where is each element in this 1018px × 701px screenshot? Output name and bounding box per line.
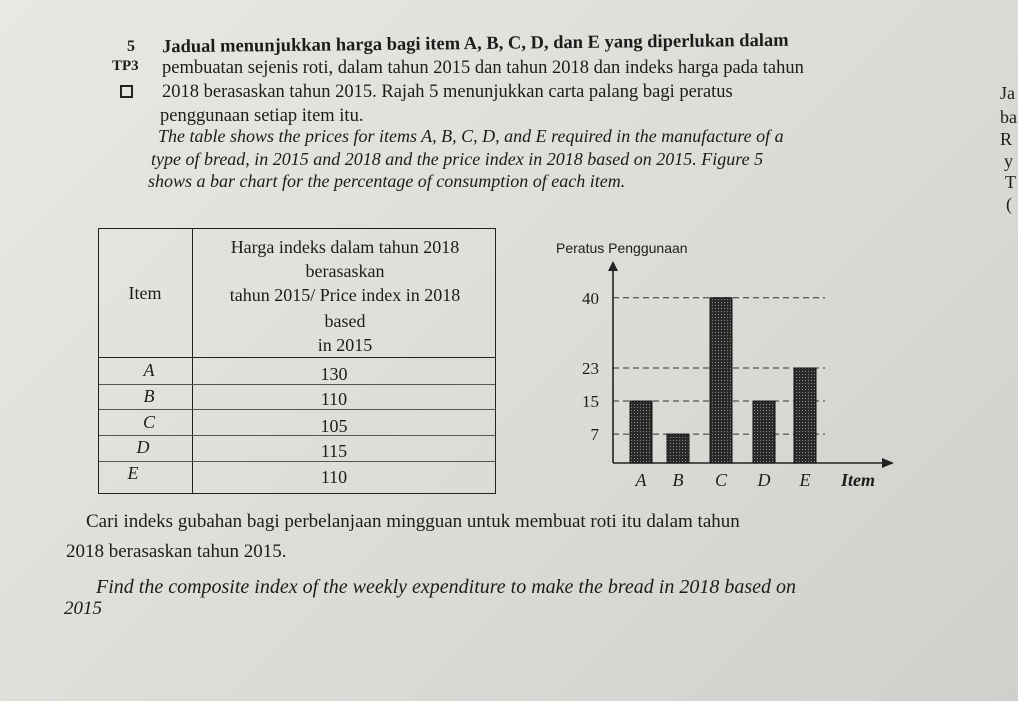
table-row-b-item: B	[143, 386, 155, 406]
x-tick-label: B	[672, 470, 684, 490]
table-row-e-item: E	[127, 463, 139, 483]
malay-line-3: 2018 berasaskan tahun 2015. Rajah 5 menunjukkan carta palang bagi peratus	[162, 82, 733, 102]
index-header-line-1: Harga indeks dalam tahun 2018	[230, 237, 460, 257]
edge-text-4: y	[1004, 151, 1013, 171]
x-tick-label: C	[714, 470, 728, 490]
bar-a	[630, 401, 652, 463]
level-tag: TP3	[112, 58, 139, 74]
table-row-b-index: 110	[320, 389, 348, 409]
y-tick-label: 7	[590, 425, 599, 445]
y-axis-arrow	[608, 261, 618, 271]
y-tick-label: 15	[582, 392, 599, 412]
malay-question-line-1: Cari indeks gubahan bagi perbelanjaan mingguan untuk membuat roti itu dalam tahun	[86, 511, 740, 532]
malay-line-4: penggunaan setiap item itu.	[160, 106, 364, 126]
edge-text-3: R	[1000, 129, 1013, 149]
malay-question-line-2: 2018 berasaskan tahun 2015.	[66, 541, 287, 562]
bar-b	[667, 434, 689, 463]
table-row-d-index: 115	[320, 441, 348, 461]
x-axis-arrow	[882, 458, 894, 468]
bar-c	[710, 298, 732, 463]
edge-text-1: Ja	[1000, 83, 1015, 103]
bar-e	[794, 368, 816, 463]
edge-text-6: (	[1006, 194, 1012, 214]
y-tick-label: 23	[582, 359, 599, 378]
table-row-a-item: A	[143, 360, 155, 380]
index-header-line-4: based	[324, 311, 366, 331]
consumption-bar-chart	[540, 235, 900, 497]
x-axis-label: Item	[841, 470, 875, 490]
table-row-a-index: 130	[320, 364, 348, 384]
edge-text-2: ba	[1000, 107, 1017, 127]
table-row-c-item: C	[142, 412, 155, 432]
x-tick-label: D	[757, 470, 771, 490]
bar-d	[753, 401, 775, 463]
english-question-line-2: 2015	[64, 598, 102, 619]
english-question-line-1: Find the composite index of the weekly expenditure to make the bread in 2018 based on	[96, 576, 796, 598]
table-row-d-item: D	[136, 437, 150, 457]
english-line-2: type of bread, in 2015 and 2018 and the price index in 2018 based on 2015. Figure 5	[151, 149, 764, 169]
index-header-line-2: berasaskan	[305, 261, 385, 281]
question-number: 5	[127, 38, 135, 55]
index-header-line-3: tahun 2015/ Price index in 2018	[229, 285, 461, 305]
english-line-3: shows a bar chart for the percentage of consumption of each item.	[148, 171, 626, 191]
chart-title: Peratus Penggunaan	[556, 240, 688, 256]
item-column-header: Item	[128, 283, 162, 303]
table-row-e-index: 110	[320, 467, 348, 487]
table-row-c-index: 105	[320, 416, 348, 436]
x-tick-label: A	[635, 470, 647, 490]
english-line-1: The table shows the prices for items A, B, C, D, and E required in the manufacture of a	[158, 126, 784, 146]
index-header-line-5: in 2015	[317, 335, 373, 355]
malay-line-2: pembuatan sejenis roti, dalam tahun 2015 dan tahun 2018 dan indeks harga pada tahun	[162, 58, 804, 78]
malay-line-1: Jadual menunjukkan harga bagi item A, B, C, D, dan E yang diperlukan dalam	[161, 30, 789, 58]
answer-checkbox[interactable]	[120, 85, 133, 98]
edge-text-5: T	[1005, 172, 1016, 192]
price-index-table	[98, 228, 496, 494]
x-tick-label: E	[799, 470, 811, 490]
y-tick-label: 40	[582, 288, 599, 308]
